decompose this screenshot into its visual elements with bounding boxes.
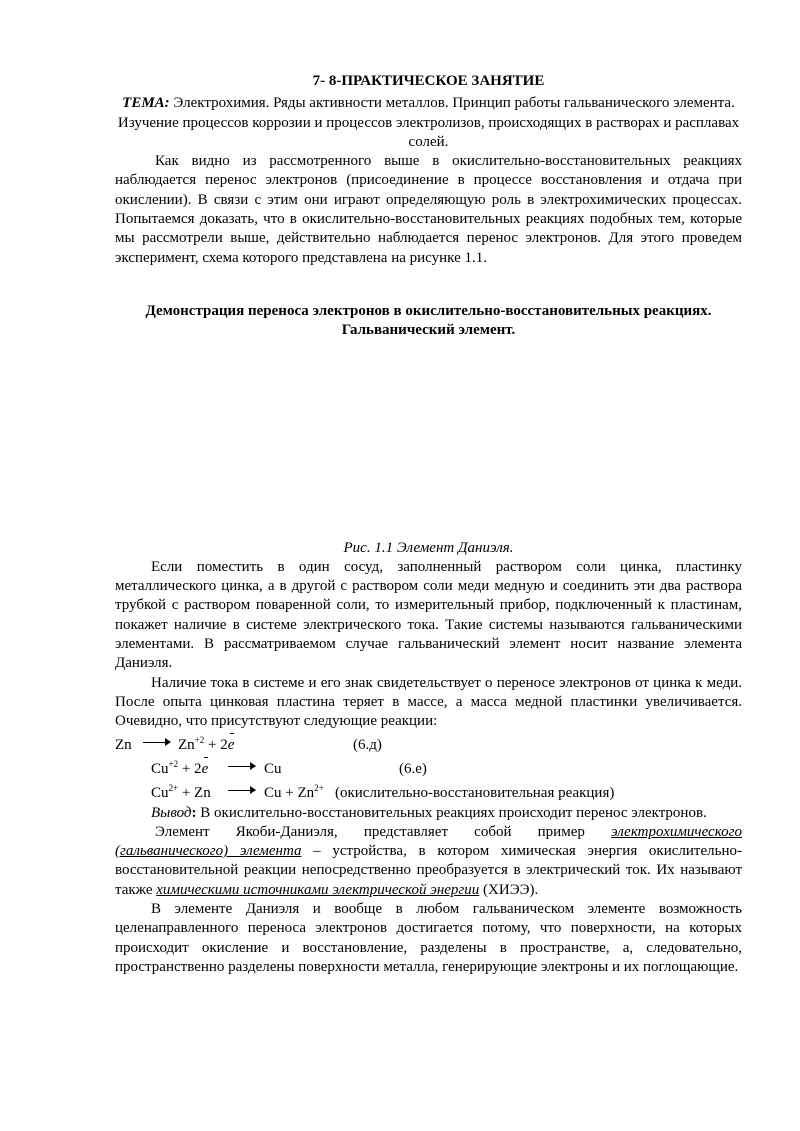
- figure-caption: Рис. 1.1 Элемент Даниэля.: [343, 539, 514, 556]
- topic-paragraph: [115, 94, 742, 152]
- eq2-product: Cu: [264, 760, 282, 777]
- section-title: [115, 302, 742, 341]
- eq3-r1-charge: 2+: [168, 782, 179, 793]
- conclusion-colon: :: [191, 804, 197, 821]
- eq3-note: (окислительно-восстановительная реакция): [335, 784, 615, 801]
- link-chemical-sources[interactable]: химическими источниками электрической энергии: [156, 881, 480, 898]
- eq1-product: Zn: [178, 736, 195, 753]
- eq2-label: (6.е): [399, 760, 427, 777]
- current-paragraph: Наличие тока в системе и его знак свидетельствует о переносе электронов от цинка к меди. После опыта цинковая пластина теряет в массе, а масса медной пластинки увеличивается. Очевидно, что присутствуют следующие реакции:: [115, 674, 742, 730]
- topic-text: Электрохимия. Ряды активности металлов. Принцип работы гальванического элемента. Изучение процессов коррозии и процессов электролизов, происходящих в растворах и расплавах солей.: [117, 95, 740, 150]
- eq2-charge: +2: [168, 758, 179, 769]
- eq3-products: [264, 784, 324, 803]
- arrow-icon: [228, 761, 256, 771]
- eq1-electron: e: [228, 736, 235, 755]
- document-page: [115, 72, 742, 977]
- section-title-line1: Демонстрация переноса электронов в окислительно-восстановительных реакциях.: [145, 302, 712, 319]
- arrow-icon: [143, 737, 171, 747]
- topic-label: ТЕМА:: [122, 95, 170, 112]
- eq2-reactants: [151, 760, 208, 779]
- eq1-plus: + 2: [204, 736, 228, 753]
- eq2-plus: + 2: [178, 760, 202, 777]
- eq1-reactant: Zn: [115, 736, 132, 753]
- arrow-icon: [228, 785, 256, 795]
- eq2-electron: e: [202, 760, 209, 779]
- para4-part-b: – устройства, в котором химическая энергия окислительно-восстановительной реакции непосредственно преобразуется в электрический ток. Их называют также: [115, 843, 742, 898]
- jacobi-paragraph: [115, 823, 742, 900]
- conclusion-label: Вывод: [151, 804, 192, 821]
- intro-paragraph: Как видно из рассмотренного выше в окислительно-восстановительных реакциях наблюдается перенос электронов (присоединение в процессе восстановления и отдача при окислении). В связи с этим они играют определяющую роль в электрохимических процессах. Попытаемся доказать, что в окислительно-восстановительных реакциях подобных тем, которые мы рассмотрели выше, действительно наблюдается перенос электронов. Для этого проведем эксперимент, схема которого представлена на рисунке 1.1.: [115, 153, 742, 266]
- eq3-r1: Cu: [151, 784, 169, 801]
- equation-redox: [115, 780, 742, 804]
- page-heading: 7- 8-ПРАКТИЧЕСКОЕ ЗАНЯТИЕ: [312, 73, 545, 89]
- eq2-arrow: [228, 760, 256, 779]
- para4-part-c: (ХИЭЭ).: [479, 881, 539, 898]
- eq3-p1: Cu + Zn: [264, 784, 315, 801]
- eq3-arrow: [228, 784, 256, 803]
- section-title-line2: Гальванический элемент.: [341, 322, 516, 339]
- eq1-arrow: [143, 736, 171, 755]
- daniell-paragraph: Если поместить в один сосуд, заполненный раствором соли цинка, пластинку металлического цинка, а в другой с раствором соли меди медную и соединить эти два раствора трубкой с раствором поваренной соли, то измерительный прибор, подключенный к пластинам, покажет наличие в системе электрического тока. Такие системы называются гальваническими элементами. В рассматриваемом случае гальванический элемент носит название элемента Даниэля.: [115, 558, 742, 672]
- conclusion-text: В окислительно-восстановительных реакциях происходит перенос электронов.: [196, 804, 707, 821]
- final-paragraph: В элементе Даниэля и вообще в любом гальваническом элементе возможность целенаправленного переноса электронов достигается потому, что поверхности, на которых происходит окисление и восстановление, разделены в пространстве, а, следовательно, пространственно разделены поверхности металла, генерирующие электроны и их поглощающие.: [115, 901, 742, 975]
- eq3-r2: + Zn: [178, 784, 211, 801]
- figure-placeholder: [115, 341, 742, 539]
- para4-part-a: Элемент Якоби-Даниэля, представляет собой пример: [155, 823, 612, 840]
- eq2-reactant: Cu: [151, 760, 169, 777]
- eq1-products: [178, 736, 234, 755]
- link-electrochemical-element[interactable]: электрохимического (гальванического) элемента: [115, 823, 742, 860]
- eq3-reactants: [151, 784, 211, 803]
- equation-6e: [115, 756, 742, 780]
- eq1-charge: +2: [194, 734, 205, 745]
- eq1-label: (6.д): [353, 736, 382, 753]
- conclusion-paragraph: [115, 804, 742, 823]
- equation-6d: [115, 732, 742, 756]
- eq3-p1-charge: 2+: [314, 782, 324, 793]
